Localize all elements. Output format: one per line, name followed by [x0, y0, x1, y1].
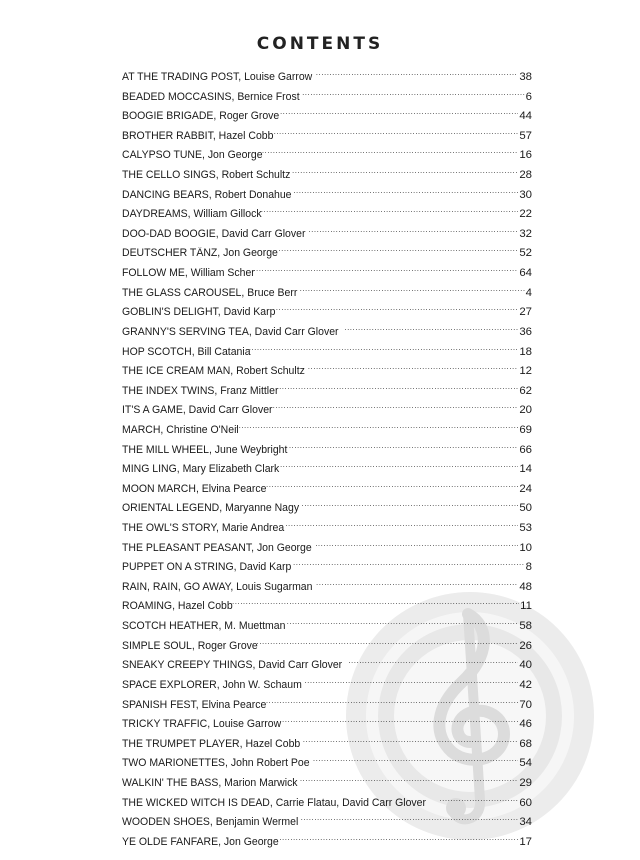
- page-number: 46: [519, 718, 532, 731]
- page-number: 32: [519, 227, 532, 240]
- toc-entry-label: ORIENTAL LEGEND, Maryanne Nagy: [122, 502, 300, 515]
- composer-name: M. Muettman: [224, 620, 286, 633]
- page-number: 53: [519, 522, 532, 535]
- dot-leader: [308, 218, 518, 237]
- composer-name: Robert Schultz: [236, 365, 305, 378]
- page-number: 68: [519, 737, 532, 750]
- piece-title: DEUTSCHER TÄNZ: [122, 247, 218, 260]
- toc-entry-label: THE MILL WHEEL, June Weybright: [122, 443, 288, 456]
- composer-name: Bill Catania: [197, 345, 251, 358]
- dot-leader: [266, 473, 518, 492]
- dot-leader: [280, 453, 518, 472]
- page-number: 4: [525, 286, 532, 299]
- page-number: 58: [519, 620, 532, 633]
- toc-entry-label: TRICKY TRAFFIC, Louise Garrow: [122, 718, 282, 731]
- piece-title: TRICKY TRAFFIC: [122, 718, 208, 731]
- composer-name: Marie Andrea: [221, 522, 285, 535]
- dot-leader: [287, 610, 519, 629]
- toc-entry-label: BEADED MOCCASINS, Bernice Frost: [122, 90, 300, 103]
- piece-title: YE OLDE FANFARE: [122, 835, 219, 848]
- composer-name: June Weybright: [214, 443, 288, 456]
- piece-title: CALYPSO TUNE: [122, 149, 202, 162]
- dot-leader: [302, 81, 525, 100]
- piece-title: WALKIN' THE BASS: [122, 776, 219, 789]
- toc-entry-label: SCOTCH HEATHER, M. Muettman: [122, 620, 286, 633]
- page-number: 44: [519, 110, 532, 123]
- piece-title: THE WICKED WITCH IS DEAD: [122, 796, 270, 809]
- toc-entry-label: THE ICE CREAM MAN, Robert Schultz: [122, 365, 305, 378]
- page-number: 18: [519, 345, 532, 358]
- piece-title: WOODEN SHOES: [122, 816, 210, 829]
- toc-entry-label: THE OWL'S STORY, Marie Andrea: [122, 522, 285, 535]
- toc-entry-label: RAIN, RAIN, GO AWAY, Louis Sugarman: [122, 580, 313, 593]
- toc-entry-label: WALKIN' THE BASS, Marion Marwick: [122, 776, 298, 789]
- piece-title: MOON MARCH: [122, 482, 196, 495]
- toc-entry-label: BROTHER RABBIT, Hazel Cobb: [122, 129, 274, 142]
- page-number: 64: [519, 267, 532, 280]
- dot-leader: [293, 179, 518, 198]
- page-number: 40: [519, 659, 532, 672]
- dot-leader: [344, 316, 518, 335]
- toc-entry-label: SPANISH FEST, Elvina Pearce: [122, 698, 267, 711]
- page-number: 11: [520, 600, 532, 613]
- toc-entry-label: ROAMING, Hazel Cobb: [122, 600, 233, 613]
- piece-title: IT'S A GAME: [122, 404, 183, 417]
- dot-leader: [261, 198, 519, 217]
- toc-entry-label: MARCH, Christine O'Neil: [122, 423, 239, 436]
- piece-title: DANCING BEARS: [122, 188, 209, 201]
- piece-title: GOBLIN'S DELIGHT: [122, 306, 218, 319]
- page-number: 70: [519, 698, 532, 711]
- toc-entry-label: THE GLASS CAROUSEL, Bruce Berr: [122, 286, 298, 299]
- dot-leader: [257, 630, 519, 649]
- piece-title: GRANNY'S SERVING TEA: [122, 325, 249, 338]
- toc-entry-label: SNEAKY CREEPY THINGS, David Carr Glover: [122, 659, 343, 672]
- piece-title: TWO MARIONETTES: [122, 757, 226, 770]
- piece-title: ROAMING: [122, 600, 173, 613]
- piece-title: SNEAKY CREEPY THINGS: [122, 659, 253, 672]
- page-number: 66: [519, 443, 532, 456]
- page-number: 69: [519, 423, 532, 436]
- composer-name: Maryanne Nagy: [225, 502, 300, 515]
- dot-leader: [279, 826, 518, 845]
- toc-entry-label: TWO MARIONETTES, John Robert Poe: [122, 757, 310, 770]
- dot-leader: [313, 747, 518, 766]
- composer-name: Robert Schultz: [221, 169, 291, 182]
- dot-leader: [253, 257, 518, 276]
- dot-leader: [229, 590, 519, 609]
- composer-name: Roger Grove: [197, 639, 258, 652]
- piece-title: PUPPET ON A STRING: [122, 561, 234, 574]
- page-number: 36: [519, 325, 532, 338]
- page-number: 24: [519, 482, 532, 495]
- toc-entry-label: MING LING, Mary Elizabeth Clark: [122, 463, 280, 476]
- composer-name: William Gillock: [193, 208, 262, 221]
- toc-entry-label: THE TRUMPET PLAYER, Hazel Cobb: [122, 737, 301, 750]
- dot-leader: [266, 689, 519, 708]
- piece-title: THE CELLO SINGS: [122, 169, 216, 182]
- piece-title: BOOGIE BRIGADE: [122, 110, 214, 123]
- piece-title: RAIN, RAIN, GO AWAY: [122, 580, 231, 593]
- page-number: 14: [519, 463, 532, 476]
- dot-leader: [249, 336, 519, 355]
- piece-title: THE TRUMPET PLAYER: [122, 737, 240, 750]
- dot-leader: [285, 512, 518, 531]
- page-number: 57: [519, 129, 532, 142]
- page-number: 6: [525, 90, 532, 103]
- dot-leader: [273, 394, 519, 413]
- dot-leader: [439, 787, 518, 806]
- composer-name: Hazel Cobb: [245, 737, 301, 750]
- page-number: 12: [519, 365, 532, 378]
- page-number: 52: [519, 247, 532, 260]
- dot-leader: [300, 277, 525, 296]
- dot-leader: [279, 375, 518, 394]
- toc-entry-label: THE INDEX TWINS, Franz Mittler: [122, 384, 279, 397]
- composer-name: Jon George: [223, 835, 279, 848]
- page-number: 22: [519, 208, 532, 221]
- piece-title: THE MILL WHEEL: [122, 443, 209, 456]
- page-number: 60: [519, 796, 532, 809]
- piece-title: MARCH: [122, 423, 161, 436]
- piece-title: FOLLOW ME: [122, 267, 185, 280]
- dot-leader: [301, 492, 518, 511]
- composer-name: Bruce Berr: [247, 286, 298, 299]
- dot-leader: [278, 237, 518, 256]
- toc-entry-label: IT'S A GAME, David Carr Glover: [122, 404, 273, 417]
- piece-title: BEADED MOCCASINS: [122, 90, 232, 103]
- composer-name: Jon George: [207, 149, 263, 162]
- toc-entry-label: DAYDREAMS, William Gillock: [122, 208, 262, 221]
- piece-title: DOO-DAD BOOGIE: [122, 227, 216, 240]
- piece-title: SPACE EXPLORER: [122, 678, 217, 691]
- piece-title: SCOTCH HEATHER: [122, 620, 219, 633]
- toc-entry-label: FOLLOW ME, William Scher: [122, 267, 255, 280]
- toc-entry-label: THE WICKED WITCH IS DEAD, Carrie Flatau, David Carr Glover: [122, 796, 426, 809]
- piece-title: DAYDREAMS: [122, 208, 188, 221]
- composer-name: Carrie Flatau, David Carr Glover: [275, 796, 426, 809]
- dot-leader: [292, 159, 518, 178]
- composer-name: William Scher: [190, 267, 255, 280]
- page-number: 29: [519, 776, 532, 789]
- dot-leader: [308, 355, 519, 374]
- composer-name: John Robert Poe: [230, 757, 310, 770]
- dot-leader: [348, 649, 518, 668]
- toc-entry-label: WOODEN SHOES, Benjamin Wermel: [122, 816, 299, 829]
- toc-entry-label: CALYPSO TUNE, Jon George: [122, 149, 263, 162]
- composer-name: Elvina Pearce: [201, 482, 267, 495]
- piece-title: SPANISH FEST: [122, 698, 196, 711]
- piece-title: THE PLEASANT PEASANT: [122, 541, 252, 554]
- page-number: 62: [519, 384, 532, 397]
- composer-name: David Carr Glover: [254, 325, 339, 338]
- composer-name: Hazel Cobb: [177, 600, 233, 613]
- page-number: 48: [519, 580, 532, 593]
- dot-leader: [280, 100, 518, 119]
- page-number: 42: [519, 678, 532, 691]
- toc-entry-label: AT THE TRADING POST, Louise Garrow: [122, 71, 313, 83]
- piece-title: ORIENTAL LEGEND: [122, 502, 220, 515]
- page-number: 16: [519, 149, 532, 162]
- toc-entry-label: THE CELLO SINGS, Robert Schultz: [122, 169, 291, 182]
- composer-name: Louise Garrow: [244, 71, 313, 83]
- toc-entry-label: BOOGIE BRIGADE, Roger Grove: [122, 110, 280, 123]
- dot-leader: [289, 434, 519, 453]
- piece-title: THE ICE CREAM MAN: [122, 365, 231, 378]
- dot-leader: [293, 551, 525, 570]
- page-number: 54: [519, 757, 532, 770]
- page-title: CONTENTS: [256, 34, 384, 54]
- composer-name: David Karp: [223, 306, 276, 319]
- dot-leader: [301, 806, 519, 825]
- dot-leader: [300, 767, 519, 786]
- toc-entry-label: DANCING BEARS, Robert Donahue: [122, 188, 292, 201]
- composer-name: Hazel Cobb: [218, 129, 274, 142]
- composer-name: Elvina Pearce: [201, 698, 267, 711]
- page-number: 34: [519, 816, 532, 829]
- dot-leader: [236, 414, 518, 433]
- composer-name: Bernice Frost: [237, 90, 300, 103]
- toc-entry-label: GRANNY'S SERVING TEA, David Carr Glover: [122, 325, 339, 338]
- toc-entry-label: DEUTSCHER TÄNZ, Jon George: [122, 247, 278, 260]
- composer-name: John W. Schaum: [222, 678, 302, 691]
- page-number: 30: [519, 188, 532, 201]
- page-number: 17: [519, 835, 532, 848]
- dot-leader: [274, 120, 519, 139]
- composer-name: Robert Donahue: [214, 188, 292, 201]
- toc-entry-label: MOON MARCH, Elvina Pearce: [122, 482, 267, 495]
- dot-leader: [276, 296, 519, 315]
- page-number: 38: [519, 71, 532, 83]
- piece-title: THE OWL'S STORY: [122, 522, 217, 535]
- dot-leader: [282, 708, 518, 727]
- piece-title: THE INDEX TWINS: [122, 384, 215, 397]
- toc-entry-label: THE PLEASANT PEASANT, Jon George: [122, 541, 312, 554]
- composer-name: Franz Mittler: [220, 384, 279, 397]
- piece-title: SIMPLE SOUL: [122, 639, 192, 652]
- dot-leader: [304, 669, 518, 688]
- composer-name: Jon George: [256, 541, 312, 554]
- piece-title: AT THE TRADING POST: [122, 71, 239, 83]
- composer-name: David Carr Glover: [221, 227, 306, 240]
- dot-leader: [315, 532, 518, 551]
- page-number: 10: [519, 541, 532, 554]
- contents-list: [122, 61, 532, 848]
- composer-name: David Karp: [239, 561, 292, 574]
- composer-name: Benjamin Wermel: [215, 816, 299, 829]
- dot-leader: [262, 139, 519, 158]
- piece-title: MING LING: [122, 463, 177, 476]
- toc-entry[interactable]: [122, 61, 532, 81]
- page-number: 28: [519, 169, 532, 182]
- page-number: 20: [519, 404, 532, 417]
- toc-entry-label: HOP SCOTCH, Bill Catania: [122, 345, 251, 358]
- toc-entry-label: GOBLIN'S DELIGHT, David Karp: [122, 306, 276, 319]
- composer-name: David Carr Glover: [258, 659, 343, 672]
- toc-entry-label: SPACE EXPLORER, John W. Schaum: [122, 678, 302, 691]
- dot-leader: [303, 728, 519, 747]
- page-number: 27: [519, 306, 532, 319]
- dot-leader: [316, 61, 519, 80]
- toc-entry-label: YE OLDE FANFARE, Jon George: [122, 835, 279, 848]
- composer-name: Mary Elizabeth Clark: [182, 463, 280, 476]
- toc-entry-label: PUPPET ON A STRING, David Karp: [122, 561, 292, 574]
- composer-name: Marion Marwick: [224, 776, 298, 789]
- piece-title: THE GLASS CAROUSEL: [122, 286, 242, 299]
- toc-entry-label: DOO-DAD BOOGIE, David Carr Glover: [122, 227, 306, 240]
- page-number: 26: [519, 639, 532, 652]
- page-number: 8: [525, 561, 532, 574]
- dot-leader: [316, 571, 518, 590]
- toc-entry-label: SIMPLE SOUL, Roger Grove: [122, 639, 258, 652]
- piece-title: BROTHER RABBIT: [122, 129, 213, 142]
- composer-name: Louise Garrow: [213, 718, 282, 731]
- page-number: 50: [519, 502, 532, 515]
- composer-name: Roger Grove: [219, 110, 280, 123]
- piece-title: HOP SCOTCH: [122, 345, 192, 358]
- composer-name: David Carr Glover: [188, 404, 273, 417]
- composer-name: Jon George: [223, 247, 278, 260]
- composer-name: Christine O'Neil: [166, 423, 239, 436]
- composer-name: Louis Sugarman: [236, 580, 313, 593]
